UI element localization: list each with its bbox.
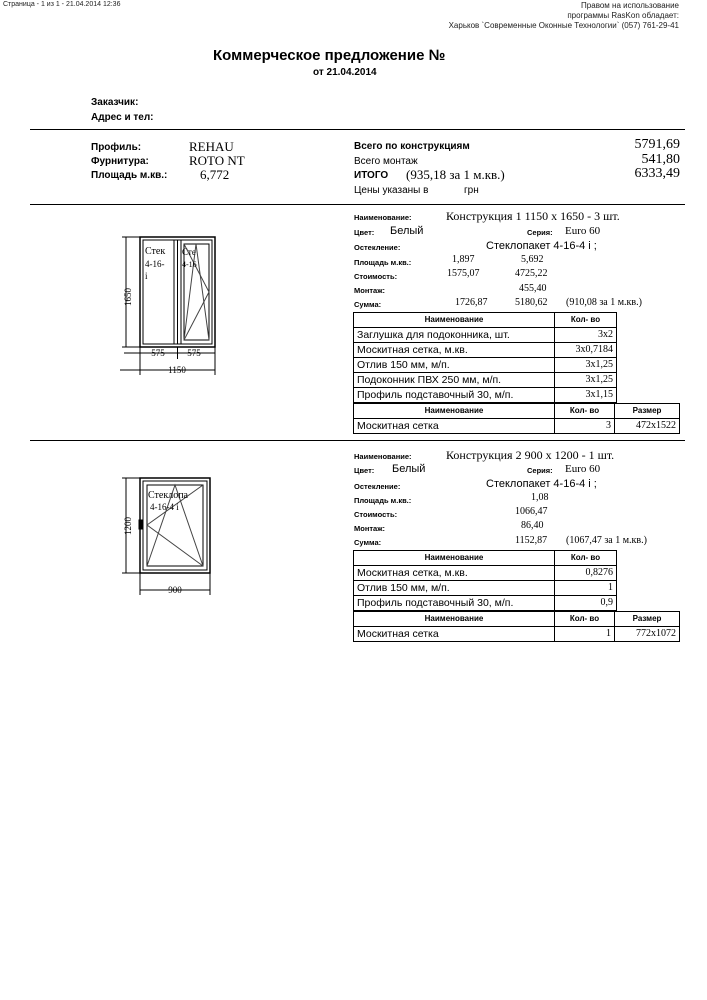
construction-1-color-label: Цвет: [354, 228, 375, 237]
construction-1-accessories-table [353, 312, 617, 403]
construction-1-area-total: 5,692 [521, 254, 544, 265]
total-label: ИТОГО [354, 170, 389, 181]
table-header: Наименование [354, 612, 555, 627]
accessory-name: Профиль подставочный 30, м/п. [354, 388, 555, 403]
accessory-qty: 3x1,25 [555, 373, 617, 388]
company-line: Харьков `Современные Оконные Технологии` (057) 761-29-41 [448, 21, 679, 30]
total-per-m2: (935,18 за 1 м.кв.) [406, 167, 505, 182]
table-header: Кол- во [555, 404, 615, 419]
construction-1-glass-left-1: Стек [145, 246, 166, 257]
construction-2-color-label: Цвет: [354, 466, 375, 475]
construction-1-sum-value: 1726,87 [455, 297, 488, 308]
construction-2-color-value: Белый [392, 463, 426, 475]
construction-1-cost-label: Стоимость: [354, 272, 398, 281]
total-value: 6333,49 [634, 166, 680, 181]
net-size: 472x1522 [615, 419, 680, 434]
table-row [354, 627, 680, 642]
construction-1-install-value: 455,40 [519, 283, 547, 294]
construction-1-cost-value: 1575,07 [447, 268, 480, 279]
construction-2-area-value: 1,08 [531, 492, 549, 503]
construction-1-width-label: 1150 [168, 365, 186, 375]
table-row [354, 581, 617, 596]
construction-2-width-label: 900 [168, 585, 182, 595]
accessory-name: Отлив 150 мм, м/п. [354, 358, 555, 373]
construction-2-glazing-label: Остекление: [354, 482, 401, 491]
table-row [354, 596, 617, 611]
table-header: Кол- во [555, 612, 615, 627]
construction-1-series-label: Серия: [527, 228, 553, 237]
accessory-name: Москитная сетка, м.кв. [354, 566, 555, 581]
construction-2-sum-per-m2: (1067,47 за 1 м.кв.) [566, 535, 647, 546]
page-title: Коммерческое предложение № [213, 47, 446, 64]
table-header: Размер [615, 612, 680, 627]
construction-1-sum-per-m2: (910,08 за 1 м.кв.) [566, 297, 642, 308]
table-row [354, 388, 617, 403]
hardware-value: ROTO NT [189, 153, 245, 168]
rights-line-1: Правом на использование [581, 1, 679, 10]
construction-1-height-label: 1650 [123, 288, 133, 306]
total-constructions-label: Всего по конструкциям [354, 141, 470, 152]
accessory-name: Отлив 150 мм, м/п. [354, 581, 555, 596]
construction-2-accessories-table [353, 550, 617, 611]
currency-note-label: Цены указаны в [354, 185, 429, 196]
construction-2-sum-label: Сумма: [354, 538, 382, 547]
construction-2-install-value: 86,40 [521, 520, 544, 531]
accessory-qty: 3x0,7184 [555, 343, 617, 358]
construction-2-sum-value: 1152,87 [515, 535, 548, 546]
construction-1-name-label: Наименование: [354, 213, 412, 222]
hardware-label: Фурнитура: [91, 156, 149, 167]
construction-1-install-label: Монтаж: [354, 286, 386, 295]
table-row [354, 373, 617, 388]
construction-2-name-label: Наименование: [354, 452, 412, 461]
construction-1-area-value: 1,897 [452, 254, 475, 265]
table-header: Кол- во [555, 551, 617, 566]
construction-2-cost-value: 1066,47 [515, 506, 548, 517]
profile-label: Профиль: [91, 142, 142, 153]
construction-2-glass-2: 4-16-4 i [150, 502, 179, 512]
divider [30, 204, 685, 205]
divider [30, 440, 685, 441]
table-row [354, 358, 617, 373]
document-date: от 21.04.2014 [313, 67, 377, 78]
construction-1-cost-total: 4725,22 [515, 268, 548, 279]
construction-2-area-label: Площадь м.кв.: [354, 496, 412, 505]
construction-2-glass-1: Стеклопа [148, 490, 188, 501]
construction-1-color-value: Белый [390, 225, 424, 237]
accessory-name: Москитная сетка, м.кв. [354, 343, 555, 358]
construction-1-sum-total: 5180,62 [515, 297, 548, 308]
table-header: Размер [615, 404, 680, 419]
table-row [354, 566, 617, 581]
area-label: Площадь м.кв.: [91, 170, 168, 181]
accessory-qty: 0,8276 [555, 566, 617, 581]
construction-1-glass-right-2: 4-16 [182, 260, 197, 269]
construction-2-series-value: Euro 60 [565, 463, 601, 475]
construction-2-install-label: Монтаж: [354, 524, 386, 533]
table-row [354, 419, 680, 434]
construction-2-cost-label: Стоимость: [354, 510, 398, 519]
table-header: Наименование [354, 313, 555, 328]
construction-1-nets-table [353, 403, 680, 434]
construction-1-drawing [110, 225, 220, 385]
accessory-qty: 3x2 [555, 328, 617, 343]
table-header: Наименование [354, 551, 555, 566]
table-header: Кол- во [555, 313, 617, 328]
area-value: 6,772 [200, 167, 230, 182]
net-name: Москитная сетка [354, 627, 555, 642]
accessory-name: Профиль подставочный 30, м/п. [354, 596, 555, 611]
address-label: Адрес и тел: [91, 112, 154, 123]
construction-1-area-label: Площадь м.кв.: [354, 258, 412, 267]
construction-2-name-value: Конструкция 2 900 х 1200 - 1 шт. [446, 448, 615, 462]
accessory-qty: 0,9 [555, 596, 617, 611]
net-size: 772x1072 [615, 627, 680, 642]
construction-1-glass-right-1: Сте [182, 247, 196, 257]
construction-2-series-label: Серия: [527, 466, 553, 475]
net-qty: 1 [555, 627, 615, 642]
construction-1-glazing-value: Стеклопакет 4-16-4 i ; [486, 240, 597, 252]
customer-label: Заказчик: [91, 97, 139, 108]
page-info: Страница - 1 из 1 - 21.04.2014 12:36 [3, 1, 121, 8]
divider [30, 129, 685, 130]
construction-1-series-value: Euro 60 [565, 225, 601, 237]
construction-2-glazing-value: Стеклопакет 4-16-4 i ; [486, 478, 597, 490]
construction-1-sash-right-label: 575 [187, 348, 201, 358]
construction-1-sash-left-label: 575 [151, 348, 165, 358]
profile-value: REHAU [189, 139, 234, 154]
accessory-qty: 3x1,15 [555, 388, 617, 403]
accessory-qty: 3x1,25 [555, 358, 617, 373]
accessory-name: Подоконник ПВХ 250 мм, м/п. [354, 373, 555, 388]
construction-2-drawing [110, 470, 220, 600]
construction-1-glazing-label: Остекление: [354, 243, 401, 252]
construction-2-height-label: 1200 [123, 517, 133, 535]
construction-1-glass-left-3: i [145, 271, 148, 281]
total-install-value: 541,80 [641, 152, 680, 167]
table-row [354, 343, 617, 358]
table-row [354, 328, 617, 343]
total-install-label: Всего монтаж [354, 156, 418, 167]
accessory-qty: 1 [555, 581, 617, 596]
accessory-name: Заглушка для подоконника, шт. [354, 328, 555, 343]
construction-1-name-value: Конструкция 1 1150 х 1650 - 3 шт. [446, 209, 620, 223]
construction-1-glass-left-2: 4-16- [145, 259, 165, 269]
table-header: Наименование [354, 404, 555, 419]
currency-note-value: грн [464, 185, 479, 196]
net-name: Москитная сетка [354, 419, 555, 434]
net-qty: 3 [555, 419, 615, 434]
total-constructions-value: 5791,69 [634, 137, 680, 152]
rights-line-2: программы RasKon обладает: [567, 11, 679, 20]
construction-1-sum-label: Сумма: [354, 300, 382, 309]
construction-2-nets-table [353, 611, 680, 642]
